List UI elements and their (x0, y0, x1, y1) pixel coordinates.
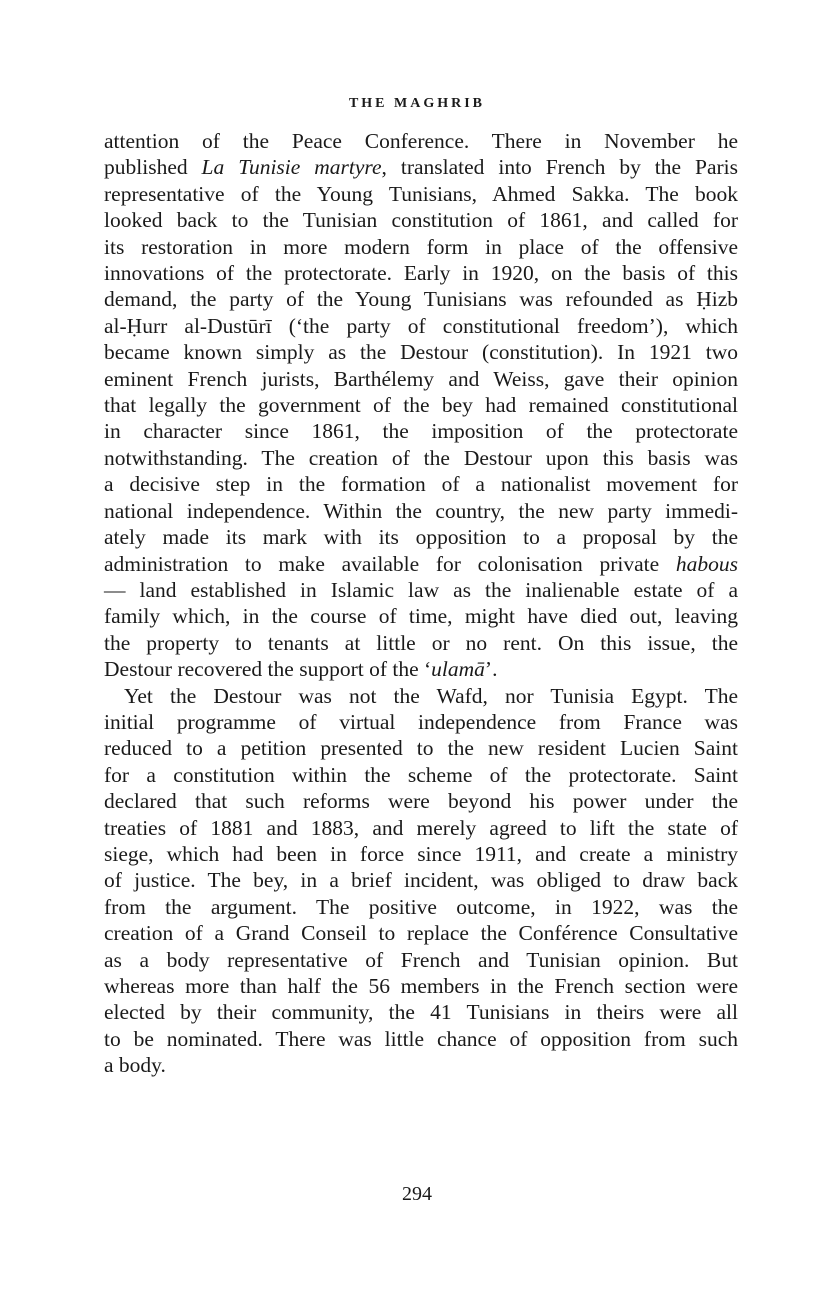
text-line: representative of the Young Tunisians, Ahmed Sakka. The book (104, 181, 738, 206)
text-line: demand, the party of the Young Tunisians was refounded as Ḥizb (104, 287, 738, 312)
text-line: al-Ḥurr al-Dustūrī (‘the party of constitutional freedom’), which (104, 313, 738, 338)
text-line: ately made its mark with its opposition to a proposal by the (104, 525, 738, 550)
text-line: Destour recovered the support of the ‘ulamā’. (104, 657, 498, 682)
text-line: Yet the Destour was not the Wafd, nor Tunisia Egypt. The (124, 683, 738, 708)
text-line: creation of a Grand Conseil to replace the Conférence Consultative (104, 921, 738, 946)
italic-term: habous (675, 551, 739, 576)
text-line: that legally the government of the bey had remained constitutional (104, 393, 738, 418)
book-title: La Tunisie martyre (201, 155, 382, 180)
text-line: — land established in Islamic law as the inalienable estate of a (104, 577, 738, 602)
running-head: THE MAGHRIB (348, 96, 486, 111)
text-line: administration to make available for colonisation private habous (104, 551, 739, 576)
text-line: the property to tenants at little or no rent. On this issue, the (104, 630, 738, 655)
text-line: declared that such reforms were beyond his power under the (104, 789, 738, 814)
text-line: reduced to a petition presented to the new resident Lucien Saint (104, 736, 738, 761)
text-line: treaties of 1881 and 1883, and merely agreed to lift the state of (104, 815, 738, 840)
text-line: eminent French jurists, Barthélemy and Weiss, gave their opinion (104, 366, 738, 391)
text-line: elected by their community, the 41 Tunisians in theirs were all (104, 1000, 738, 1025)
text-line: as a body representative of French and Tunisian opinion. But (104, 947, 738, 972)
text-line: published La Tunisie martyre, translated into French by the Paris (104, 155, 739, 180)
text-line: in character since 1861, the imposition of the protectorate (104, 419, 738, 444)
text-line: a body. (104, 1053, 166, 1078)
text-line: family which, in the course of time, might have died out, leaving (104, 604, 738, 629)
text-line: from the argument. The positive outcome, in 1922, was the (104, 894, 738, 919)
text-line: looked back to the Tunisian constitution of 1861, and called for (104, 208, 738, 233)
text-line: notwithstanding. The creation of the Destour upon this basis was (104, 445, 738, 470)
italic-term: ulamā (431, 657, 485, 682)
text-line: innovations of the protectorate. Early in 1920, on the basis of this (104, 261, 738, 286)
text-line: national independence. Within the country, the new party immedi- (104, 498, 738, 523)
text-line: a decisive step in the formation of a nationalist movement for (104, 472, 738, 497)
text-line: whereas more than half the 56 members in the French section were (104, 974, 738, 998)
text-line: became known simply as the Destour (constitution). In 1921 two (104, 340, 738, 365)
text-line: initial programme of virtual independence from France was (104, 709, 738, 734)
text-line: attention of the Peace Conference. There in November he (104, 129, 738, 153)
text-line: to be nominated. There was little chance of opposition from such (104, 1026, 738, 1051)
text-line: of justice. The bey, in a brief incident, was obliged to draw back (104, 868, 738, 893)
text-line: for a constitution within the scheme of the protectorate. Saint (104, 762, 738, 787)
text-line: siege, which had been in force since 1911, and create a ministry (104, 841, 738, 866)
page-number: 294 (402, 1183, 432, 1205)
body-text (104, 128, 738, 1079)
text-line: its restoration in more modern form in place of the offensive (104, 234, 738, 259)
